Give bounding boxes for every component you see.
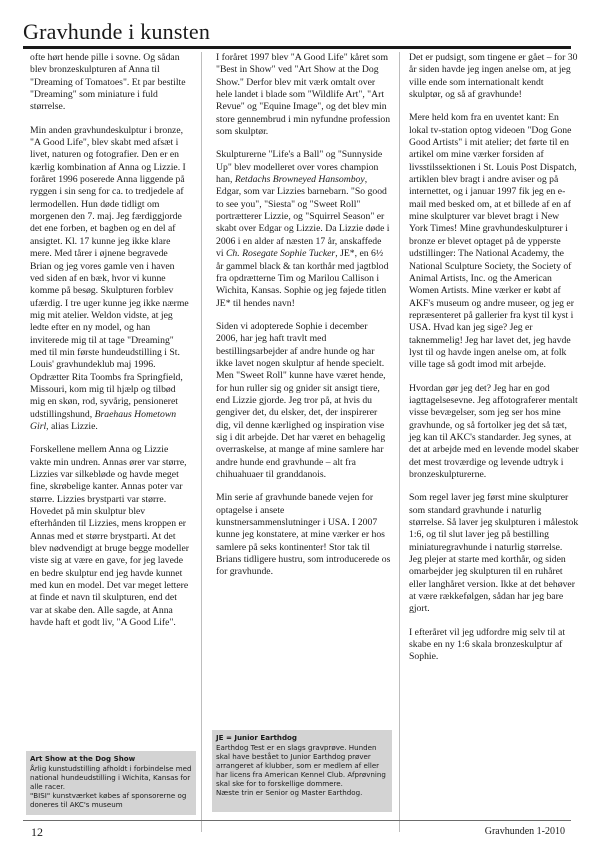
page-title: Gravhunde i kunsten xyxy=(23,19,211,44)
page-number: 12 xyxy=(31,825,43,839)
paragraph: Siden vi adopterede Sophie i december 2006, har jeg haft travlt med bestillingsarbejder af andre hunde og har ikke lavet nogen skulptur af hende specielt. Men "Sweet Roll" kunne have været hende, for hun ruller sig og gnider sit ansigt tiere, end Lizzie gjorde. Jeg tror på, at hvis du gengiver det, du elsker, det, der inspirerer dig, vil denne kærlighed og inspiration vise sig i dit arbejde. Det har været en behagelig overraskelse, at mange af mine samlere har andre hunde end gravhunde – alt fra chihuahuaer til granddanois. xyxy=(216,320,386,480)
column-divider xyxy=(399,52,400,832)
column-divider xyxy=(201,52,202,832)
paragraph: I foråret 1997 blev "A Good Life" kåret som "Best in Show" ved "Art Show at the Dog Show." Derfor blev mit værk omtalt over hele landet i blade som "Wildlife Art", "Art Revue" og "Equine Image", og det blev min store gennembrud i min nyfundne profession som skulptør. xyxy=(216,52,391,138)
article-column-3 xyxy=(409,52,579,675)
paragraph: Jeg plejer at starte med korthår, og siden omarbejder jeg skulpturen til en ruhåret eller langhåret version. Ikke at det behøver at være rækkefølgen, sådan har jeg bare gjort. xyxy=(409,554,575,615)
factbox-title: JE = Junior Earthdog xyxy=(216,733,297,742)
factbox-title: Art Show at the Dog Show xyxy=(30,754,136,763)
issue-label: Gravhunden 1-2010 xyxy=(484,826,565,837)
paragraph: Skulpturerne "Life's a Ball" og "Sunnyside Up" blev modelleret over vores champion han, Retdachs Browneyed Hansomboy, Edgar, som var Lizzies barnebarn. "So good to see you", "Siesta" og "Sweet Roll" portrætterer Lizzie, og "Squirrel Season" er skabt over Edgar og Lizzie. Da Lizzie døde i 2006 i en alder af næsten 17 år, anskaffede vi Ch. Rosegate Sophie Tucker, JE*, en 6½ år gammel black & tan korthår med jagtblod fra opdrætterne Tim og Marilou Callison i Wichita, Kansas. Sophie og jeg føjede titlen JE* til hendes navn! xyxy=(216,149,390,309)
paragraph: Forskellene mellem Anna og Lizzie vakte min undren. Annas ører var større, Lizzies var silkebløde og havde meget fine, skrøbelige kanter. Annas poter var større. Lizzies brystparti var større. Hovedet på min skulptur blev efterhånden til Lizzies, mens kroppen er Annas med et større brystparti. At det blev nødvendigt at bruge begge modeller viste sig at være en gave, for jeg lavede en bedre skulptur end jeg havde kunnet med kun en model. Det var meget lettere at finde et navn til skulpturen, end det var at skabe den. Alle sagde, at Anna havde haft et godt liv, "A Good Life". xyxy=(30,444,189,629)
factbox-body: Earthdog Test er en slags gravprøve. Hunden skal have bestået to Junior Earthdog prøver arrangeret af klubber, som er medlem af eller har licens fra American Kennel Club. Afprøvning skal ske for to forskellige dommere. xyxy=(216,743,386,788)
factbox-junior-earthdog xyxy=(212,730,392,812)
paragraph: I efteråret vil jeg udfordre mig selv til at skabe en ny 1:6 skala bronzeskulptur af Sophie. xyxy=(409,626,566,663)
dog-name: Ch. Rosegate Sophie Tucker xyxy=(225,248,336,260)
factbox-note: Næste trin er Senior og Master Earthdog. xyxy=(216,788,363,797)
paragraph: Hvordan gør jeg det? Jeg har en god iagttagelsesevne. Jeg affotograferer mentalt visse bevægelser, som jeg ser hos mine gravhunde, og så fortolker jeg det så tæt, jeg kan til AKC's standarder. Jeg synes, at det at arbejde med en levende model skaber det mest troværdige og levende udtryk i bronzeskulpturerne. xyxy=(409,382,579,480)
page-header xyxy=(23,18,571,49)
factbox-note: "BISI" kunstværket købes af sponsorerne og doneres til AKC's museum xyxy=(30,791,187,809)
dog-name: Retdachs Browneyed Hansomboy xyxy=(234,174,365,186)
paragraph: Som regel laver jeg først mine skulpturer som standard gravhunde i naturlig størrelse. Så laver jeg skulpturen i målestok 1:6, og til slut laver jeg på bestilling miniaturegravhunde i naturlig størrelse. xyxy=(409,492,579,553)
article-column-1 xyxy=(30,52,190,640)
page-footer xyxy=(23,820,571,839)
factbox-body: Årlig kunstudstilling afholdt i forbindelse med national hundeudstilling i Wichita, Kansas for alle racer. xyxy=(30,764,192,791)
paragraph: Min anden gravhundeskulptur i bronze, "A Good Life", blev skabt med afsæt i livet, naturen og fotografier. Den er en kærlig kombination af Anna og Lizzie. I foråret 1996 poserede Anna liggende på ryggen i sin seng for ca. to tredjedele af lermodellen. Hun døde tidligt om morgenen den 7. maj. Jeg færdiggjorde det ene forben, et bagben og en del af ansigtet. Kl. 17 kunne jeg ikke klare mere. Med tårer i øjnene begravede Brian og jeg vores gamle ven i haven ved siden af en bæk, hvor vi kunne komme på besøg. Skulpturen forblev ufærdig. I tre uger kunne jeg ikke nærme mig mit atelier. Weldon vidste, at jeg ledte efter en ny model, og han inviterede mig til at tage "Dreaming" med til min første hundeudstilling i St. Louis' gravhundeklub maj 1996. Opdrætter Rita Toombs fra Springfield, Missouri, kom mig til hjælp og tilbød mig en skøn, rod, syvårig, pensioneret udstillingshund, Braehaus Hometown Girl, alias Lizzie. xyxy=(30,124,189,432)
article-column-2 xyxy=(216,52,391,590)
paragraph: Min serie af gravhunde banede vejen for optagelse i ansete kunstnersammenslutninger i USA. I 2007 kunne jeg konstatere, at mine værker er hos samlere på seks kontinenter! Stor tak til Brians tidligere hustru, som introducerede os for gravhunde. xyxy=(216,492,391,578)
paragraph: Mere held kom fra en uventet kant: En lokal tv-station optog videoen "Dog Gone Good Artists" i mit atelier; det førte til en artikel om mine værker forsiden af livsstilssektionen i St. Louis Post Dispatch, artiklen blev bragt i andre aviser og på internettet, og i januar 1997 fik jeg en e-mail med besked om, at et billede af en af mine skulpturer var blevet bragt i New York Times! Mine gravhundeskulpturer i bronze er blevet optaget på de ypperste udstillinger: The National Academy, the National Sculpture Society, the Society of Animal Artists, Inc. og the American Women Artists. Mine værker er købt af AKF's museum og andre museer, og jeg er repræsenteret på gallerier fra kyst til kyst i USA. Hvad kan jeg sige? Jeg er taknemmelig! Jeg har lavet det, jeg havde lyst til og havde ingen anelse om, at folk ville tage så godt imod mit arbejde. xyxy=(409,112,577,371)
paragraph: ofte hørt hende pille i sovne. Og sådan blev bronzeskulpturen af Anna til "Dreaming of Tomatoes". Et par bestilte "Dreaming" som miniature i fuld størrelse. xyxy=(30,52,186,113)
paragraph: Det er pudsigt, som tingene er gået – for 30 år siden havde jeg ingen anelse om, at jeg ville ende som internationalt kendt skulptør, og så af gravhunde! xyxy=(409,52,578,101)
dog-name: Braehaus Hometown Girl xyxy=(30,408,177,432)
factbox-art-show xyxy=(26,751,196,815)
